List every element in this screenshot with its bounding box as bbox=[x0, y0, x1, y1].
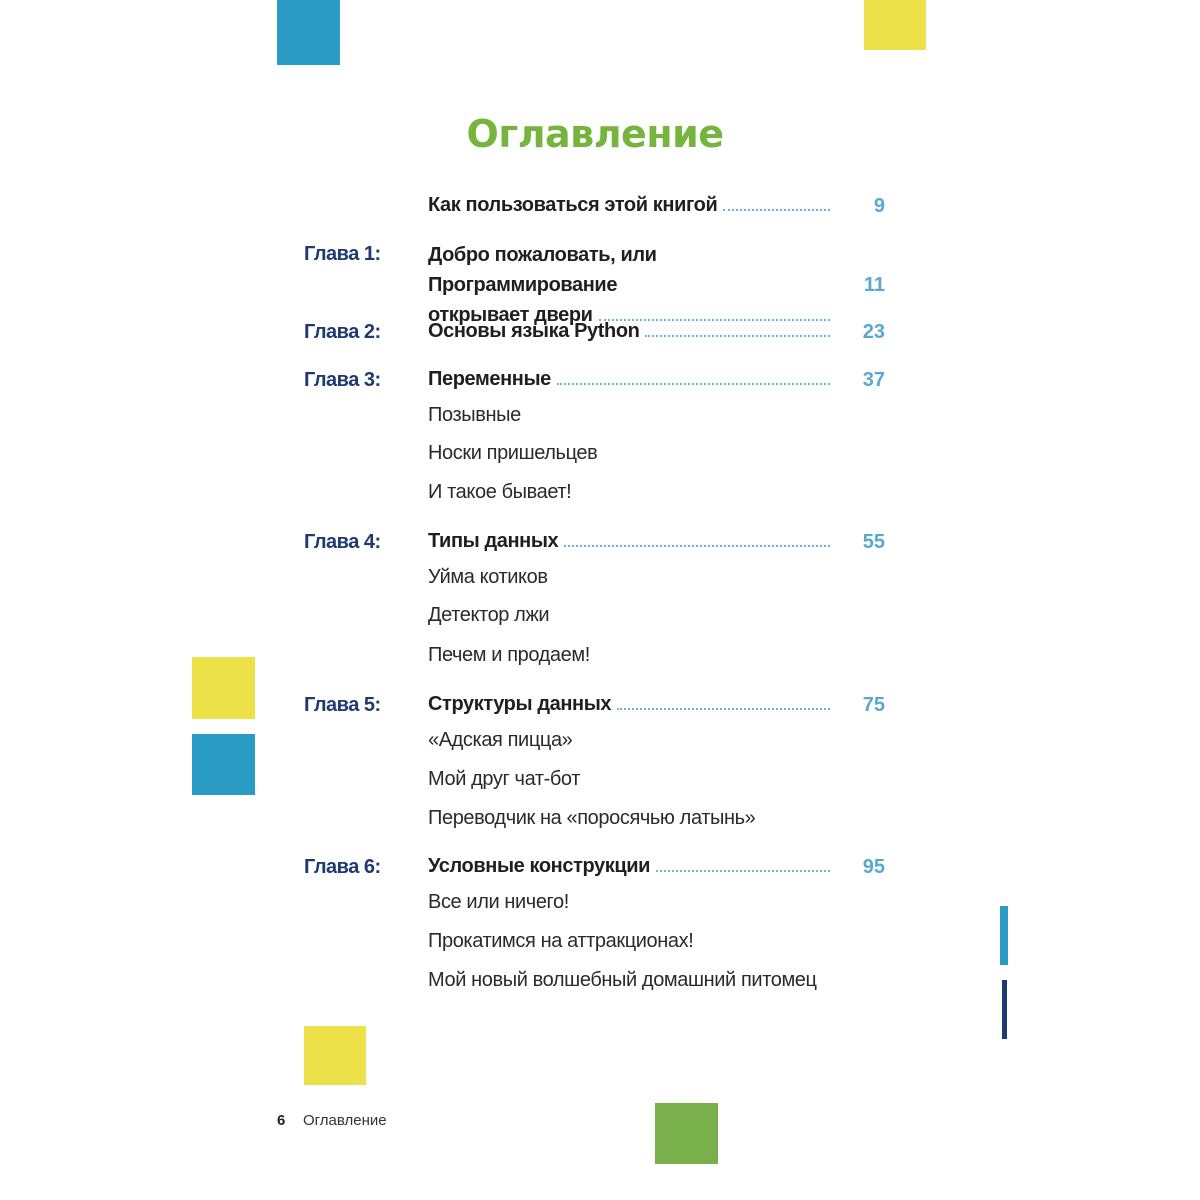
toc-page-number: 37 bbox=[862, 369, 885, 391]
toc-entry-chapter-1[interactable] bbox=[428, 240, 838, 330]
toc-entry-title: Переменные bbox=[428, 368, 551, 390]
toc-subentry[interactable]: Мой новый волшебный домашний питомец bbox=[428, 969, 817, 991]
toc-subentry[interactable]: «Адская пицца» bbox=[428, 729, 573, 751]
decor-square-green-bottom bbox=[655, 1103, 718, 1164]
decor-bar-blue-right bbox=[1000, 906, 1008, 965]
dot-leader bbox=[617, 708, 830, 710]
dot-leader bbox=[645, 335, 830, 337]
toc-subentry[interactable]: Детектор лжи bbox=[428, 604, 550, 626]
decor-square-blue-left bbox=[192, 734, 255, 795]
toc-entry-title-line2: открывает двери bbox=[428, 304, 593, 326]
toc-entry-chapter-5[interactable] bbox=[428, 693, 838, 716]
toc-subentry[interactable]: Все или ничего! bbox=[428, 891, 569, 913]
chapter-label: Глава 4: bbox=[304, 531, 381, 553]
chapter-label: Глава 3: bbox=[304, 369, 381, 391]
toc-entry-chapter-4[interactable] bbox=[428, 530, 838, 553]
decor-bar-navy-right bbox=[1002, 980, 1007, 1039]
toc-subentry[interactable]: Уйма котиков bbox=[428, 566, 548, 588]
page-title: Оглавление bbox=[466, 112, 724, 156]
toc-entry-chapter-6[interactable] bbox=[428, 855, 838, 878]
decor-square-yellow-left bbox=[192, 657, 255, 719]
toc-page-number: 95 bbox=[862, 856, 885, 878]
footer-section-label: Оглавление bbox=[303, 1112, 387, 1129]
decor-square-blue-top bbox=[277, 0, 340, 65]
toc-entry-chapter-2[interactable] bbox=[428, 320, 838, 343]
toc-entry-title: Структуры данных bbox=[428, 693, 612, 715]
dot-leader bbox=[656, 870, 830, 872]
footer-page-number: 6 bbox=[277, 1112, 286, 1129]
toc-entry-chapter-3[interactable] bbox=[428, 368, 838, 391]
chapter-label: Глава 1: bbox=[304, 243, 381, 265]
toc-page-number: 75 bbox=[862, 694, 885, 716]
toc-entry-title: Типы данных bbox=[428, 530, 559, 552]
decor-square-yellow-top bbox=[864, 0, 926, 50]
toc-page-number: 55 bbox=[862, 531, 885, 553]
toc-subentry[interactable]: И такое бывает! bbox=[428, 481, 572, 503]
toc-entry-title: Условные конструкции bbox=[428, 855, 651, 877]
dot-leader bbox=[557, 383, 830, 385]
toc-subentry[interactable]: Носки пришельцев bbox=[428, 442, 598, 464]
toc-subentry[interactable]: Печем и продаем! bbox=[428, 644, 590, 666]
dot-leader bbox=[564, 545, 830, 547]
toc-entry-title: Основы языка Python bbox=[428, 320, 640, 342]
toc-subentry[interactable]: Мой друг чат-бот bbox=[428, 768, 580, 790]
dot-leader bbox=[723, 209, 830, 211]
toc-page-number: 23 bbox=[862, 321, 885, 343]
chapter-label: Глава 6: bbox=[304, 856, 381, 878]
toc-page-number: 11 bbox=[863, 274, 885, 296]
toc-entry-title: Как пользоваться этой книгой bbox=[428, 194, 718, 216]
chapter-label: Глава 2: bbox=[304, 321, 381, 343]
toc-subentry[interactable]: Прокатимся на аттракционах! bbox=[428, 930, 694, 952]
toc-subentry[interactable]: Переводчик на «поросячью латынь» bbox=[428, 807, 756, 829]
toc-entry-intro[interactable] bbox=[428, 194, 838, 217]
toc-page-number: 9 bbox=[873, 195, 885, 217]
decor-square-yellow-bottom bbox=[304, 1026, 366, 1085]
chapter-label: Глава 5: bbox=[304, 694, 381, 716]
toc-entry-title-line1: Добро пожаловать, или Программирование bbox=[428, 244, 657, 296]
toc-subentry[interactable]: Позывные bbox=[428, 404, 521, 426]
